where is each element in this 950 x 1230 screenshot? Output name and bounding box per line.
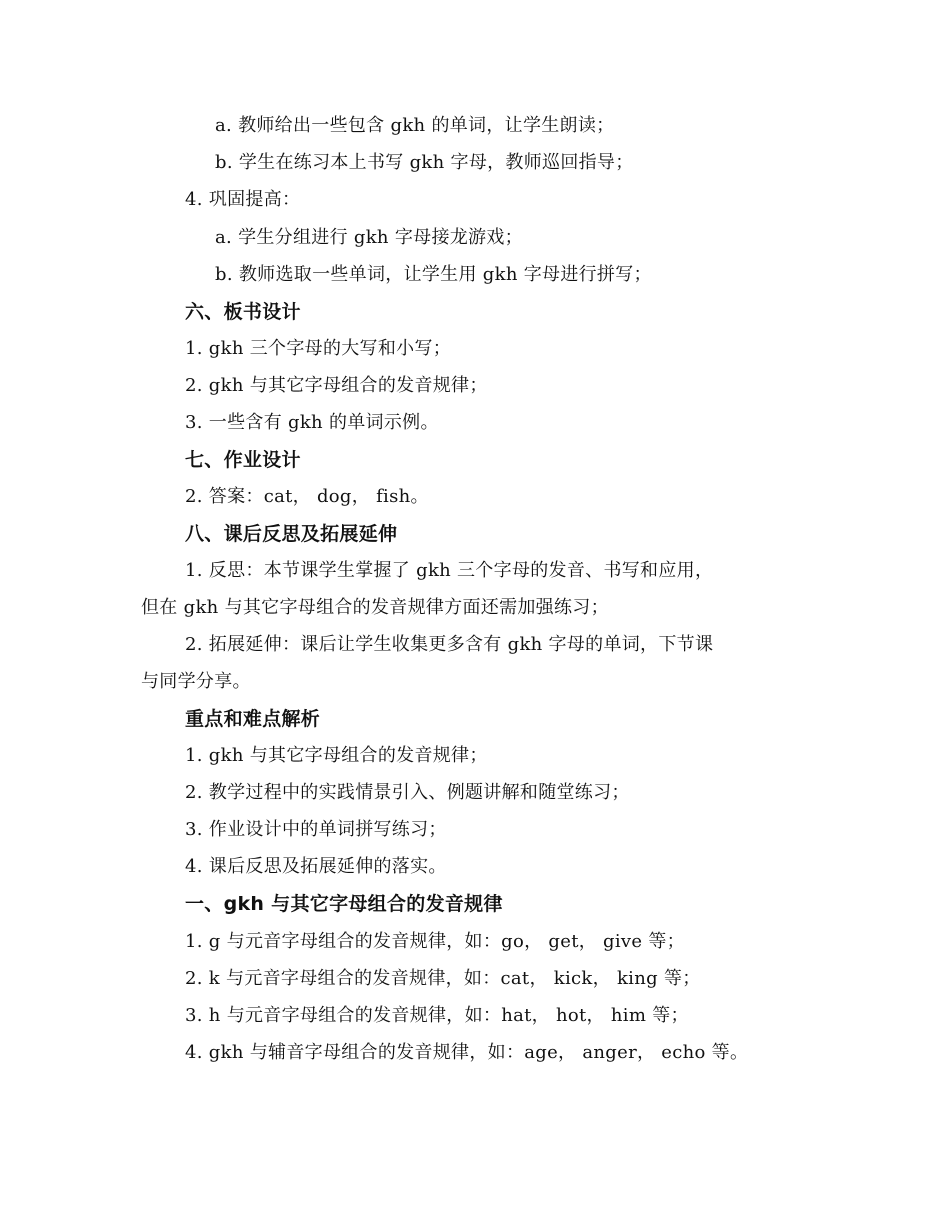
numbered-item-line: 4. 课后反思及拓展延伸的落实。 xyxy=(185,856,447,877)
numbered-item-line: 2. 教学过程中的实践情景引入、例题讲解和随堂练习； xyxy=(185,782,630,803)
numbered-item-line: 3. 一些含有 gkh 的单词示例。 xyxy=(185,412,439,433)
sub-item-line: a. 学生分组进行 gkh 字母接龙游戏； xyxy=(215,227,523,248)
numbered-item-line: 2. gkh 与其它字母组合的发音规律； xyxy=(185,375,488,396)
section-heading: 六、板书设计 xyxy=(185,301,301,323)
numbered-item-line: 1. gkh 与其它字母组合的发音规律； xyxy=(185,745,488,766)
numbered-item-line: 3. 作业设计中的单词拼写练习； xyxy=(185,819,447,840)
numbered-item-line: 2. 答案：cat， dog， fish。 xyxy=(185,486,429,507)
numbered-item-line: 3. h 与元音字母组合的发音规律，如：hat， hot， him 等； xyxy=(185,1005,689,1026)
sub-item-line: b. 教师选取一些单词，让学生用 gkh 字母进行拼写； xyxy=(215,264,652,285)
paragraph-continuation-line: 但在 gkh 与其它字母组合的发音规律方面还需加强练习； xyxy=(141,597,609,618)
section-heading: 一、gkh 与其它字母组合的发音规律 xyxy=(185,893,503,915)
sub-item-line: b. 学生在练习本上书写 gkh 字母，教师巡回指导； xyxy=(215,152,634,173)
paragraph-line: 2. 拓展延伸：课后让学生收集更多含有 gkh 字母的单词，下节课 xyxy=(185,634,714,655)
numbered-item-line: 4. 巩固提高： xyxy=(185,189,301,210)
section-heading: 七、作业设计 xyxy=(185,449,301,471)
sub-item-line: a. 教师给出一些包含 gkh 的单词，让学生朗读； xyxy=(215,115,615,136)
paragraph-line: 1. 反思：本节课学生掌握了 gkh 三个字母的发音、书写和应用， xyxy=(185,560,714,581)
section-heading: 重点和难点解析 xyxy=(185,708,321,730)
numbered-item-line: 1. gkh 三个字母的大写和小写； xyxy=(185,338,452,359)
numbered-item-line: 4. gkh 与辅音字母组合的发音规律，如：age， anger， echo 等。 xyxy=(185,1042,749,1063)
numbered-item-line: 1. g 与元音字母组合的发音规律，如：go， get， give 等； xyxy=(185,931,685,952)
section-heading: 八、课后反思及拓展延伸 xyxy=(185,523,398,545)
paragraph-continuation-line: 与同学分享。 xyxy=(141,671,251,692)
numbered-item-line: 2. k 与元音字母组合的发音规律，如：cat， kick， king 等； xyxy=(185,968,701,989)
